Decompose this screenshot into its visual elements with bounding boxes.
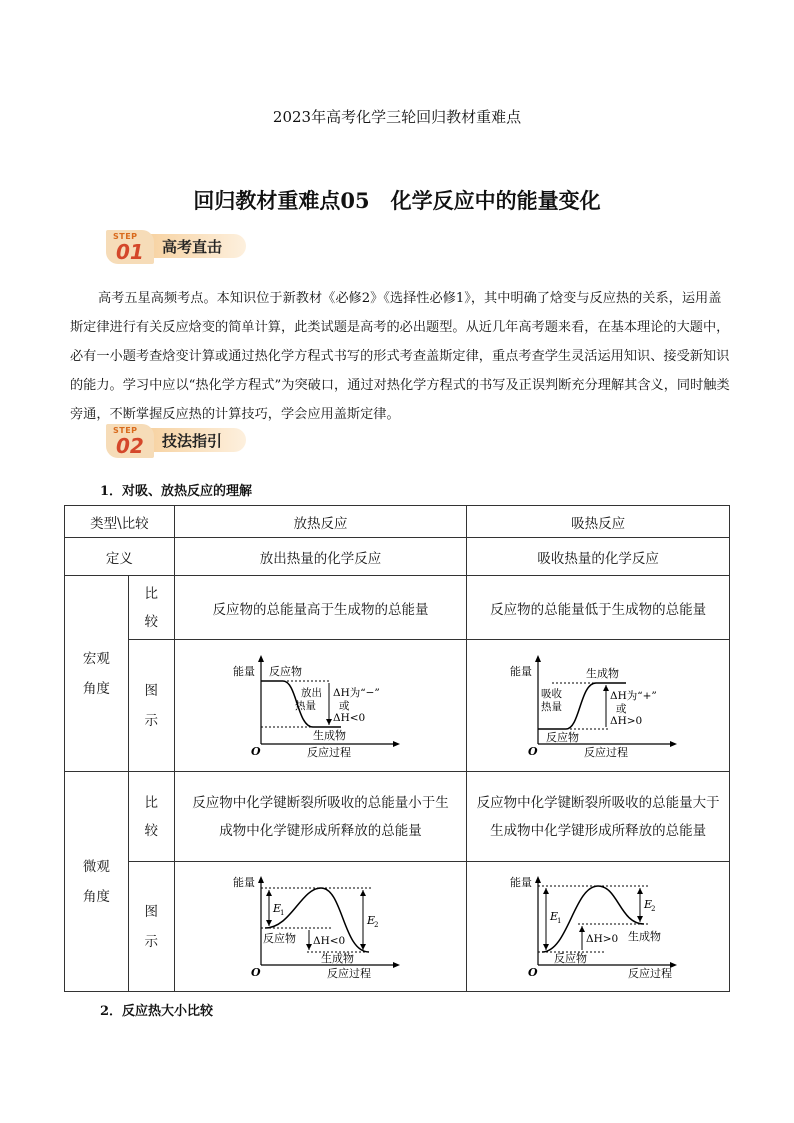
svg-text:ΔH为“−”: ΔH为“−” bbox=[332, 686, 380, 699]
svg-text:ΔH>0: ΔH>0 bbox=[586, 932, 619, 945]
macro-endo-text: 反应物的总能量低于生成物的总能量 bbox=[467, 576, 730, 640]
svg-text:ΔH<0: ΔH<0 bbox=[332, 711, 365, 724]
svg-text:O: O bbox=[528, 744, 538, 758]
macro-exo-diagram bbox=[174, 640, 467, 772]
svg-text:能量: 能量 bbox=[510, 875, 533, 889]
definition-endo: 吸收热量的化学反应 bbox=[467, 538, 730, 576]
svg-text:1: 1 bbox=[279, 908, 284, 917]
step-02-tag: STEP bbox=[113, 426, 138, 435]
reaction-comparison-table bbox=[64, 505, 730, 992]
endo-energy-graph bbox=[508, 649, 688, 759]
definition-exo: 放出热量的化学反应 bbox=[174, 538, 467, 576]
svg-text:能量: 能量 bbox=[232, 664, 255, 678]
svg-text:反应过程: 反应过程 bbox=[306, 745, 351, 759]
svg-text:E: E bbox=[644, 897, 653, 911]
section-2-heading: 2．反应热大小比较 bbox=[100, 1004, 214, 1019]
macro-exo-text: 反应物的总能量高于生成物的总能量 bbox=[174, 576, 467, 640]
svg-text:能量: 能量 bbox=[510, 664, 533, 678]
step-02-number: 02 bbox=[116, 434, 144, 458]
step-01-tag: STEP bbox=[113, 232, 138, 241]
svg-text:生成物: 生成物 bbox=[586, 666, 620, 680]
macro-endo-diagram bbox=[467, 640, 730, 772]
svg-text:放出: 放出 bbox=[300, 686, 322, 699]
exo-activation-graph bbox=[231, 870, 411, 980]
svg-text:能量: 能量 bbox=[232, 875, 255, 889]
svg-text:ΔH为“+”: ΔH为“+” bbox=[610, 689, 657, 702]
micro-endo-diagram bbox=[467, 862, 730, 992]
svg-text:2: 2 bbox=[373, 920, 378, 929]
macro-diagram-label: 图示 bbox=[144, 682, 159, 729]
svg-text:E: E bbox=[272, 901, 281, 915]
svg-text:反应物: 反应物 bbox=[262, 931, 296, 945]
svg-text:反应物: 反应物 bbox=[554, 951, 588, 965]
intro-paragraph: 高考五星高频考点。本知识位于新教材《必修2》《选择性必修1》，其中明确了焓变与反应热的关系，运用盖斯定律进行有关反应焓变的简单计算，此类试题是高考的必出题型。从近几年高考题来看，在基本理论的大题中，必有一小题考查焓变计算或通过热化学方程式书写的形式考查盖斯定律，重点考查学生灵活运用知识、接受新知识的能力。学习中应以“热化学方程式”为突破口，通过对热化学方程式的书写及正误判断充分理解其含义，同时触类旁通，不断掌握反应热的计算技巧，学会应用盖斯定律。 bbox=[70, 291, 730, 422]
svg-text:吸收: 吸收 bbox=[541, 687, 563, 700]
exo-energy-graph bbox=[231, 649, 411, 759]
svg-text:E: E bbox=[550, 909, 559, 923]
svg-text:反应物: 反应物 bbox=[268, 664, 302, 678]
section-1-heading: 1．对吸、放热反应的理解 bbox=[100, 484, 253, 499]
svg-text:或: 或 bbox=[616, 702, 627, 715]
macro-compare-label: 比较 bbox=[144, 585, 159, 630]
macro-label: 宏观角度 bbox=[82, 650, 110, 697]
svg-text:2: 2 bbox=[651, 904, 656, 913]
svg-text:E: E bbox=[366, 913, 375, 927]
svg-text:O: O bbox=[250, 965, 261, 979]
page-header: 2023年高考化学三轮回归教材重难点 bbox=[272, 108, 522, 126]
svg-text:ΔH>0: ΔH>0 bbox=[610, 714, 643, 727]
header-exothermic: 放热反应 bbox=[174, 506, 467, 538]
micro-exo-diagram bbox=[174, 862, 467, 992]
step-01-label: 高考直击 bbox=[162, 238, 223, 256]
svg-text:热量: 热量 bbox=[541, 700, 563, 713]
svg-text:反应过程: 反应过程 bbox=[584, 745, 629, 759]
svg-text:反应过程: 反应过程 bbox=[326, 966, 371, 980]
micro-label: 微观角度 bbox=[82, 858, 110, 905]
micro-compare-label: 比较 bbox=[144, 794, 159, 839]
step-01-number: 01 bbox=[116, 240, 144, 264]
micro-exo-text: 反应物中化学键断裂所吸收的总能量小于生成物中化学键形成所释放的总能量 bbox=[174, 772, 467, 862]
micro-endo-text: 反应物中化学键断裂所吸收的总能量大于生成物中化学键形成所释放的总能量 bbox=[467, 772, 730, 862]
endo-activation-graph bbox=[508, 870, 688, 980]
step-01-banner bbox=[106, 230, 266, 268]
step-02-banner bbox=[106, 424, 266, 462]
micro-diagram-label: 图示 bbox=[144, 903, 159, 950]
svg-text:O: O bbox=[528, 965, 538, 979]
header-endothermic: 吸热反应 bbox=[467, 506, 730, 538]
svg-text:ΔH<0: ΔH<0 bbox=[312, 934, 345, 947]
header-type-compare: 类型\比较 bbox=[65, 506, 175, 538]
svg-text:1: 1 bbox=[557, 916, 562, 925]
svg-text:O: O bbox=[250, 744, 261, 758]
page-title: 回归教材重难点05 化学反应中的能量变化 bbox=[193, 188, 601, 213]
definition-label: 定义 bbox=[65, 538, 175, 576]
step-02-label: 技法指引 bbox=[162, 432, 223, 450]
svg-text:生成物: 生成物 bbox=[312, 728, 346, 742]
svg-text:生成物: 生成物 bbox=[628, 929, 662, 943]
svg-text:反应物: 反应物 bbox=[546, 730, 580, 744]
svg-text:生成物: 生成物 bbox=[320, 951, 354, 965]
svg-text:或: 或 bbox=[338, 699, 350, 712]
svg-text:热量: 热量 bbox=[294, 699, 316, 712]
svg-text:反应过程: 反应过程 bbox=[628, 966, 673, 980]
